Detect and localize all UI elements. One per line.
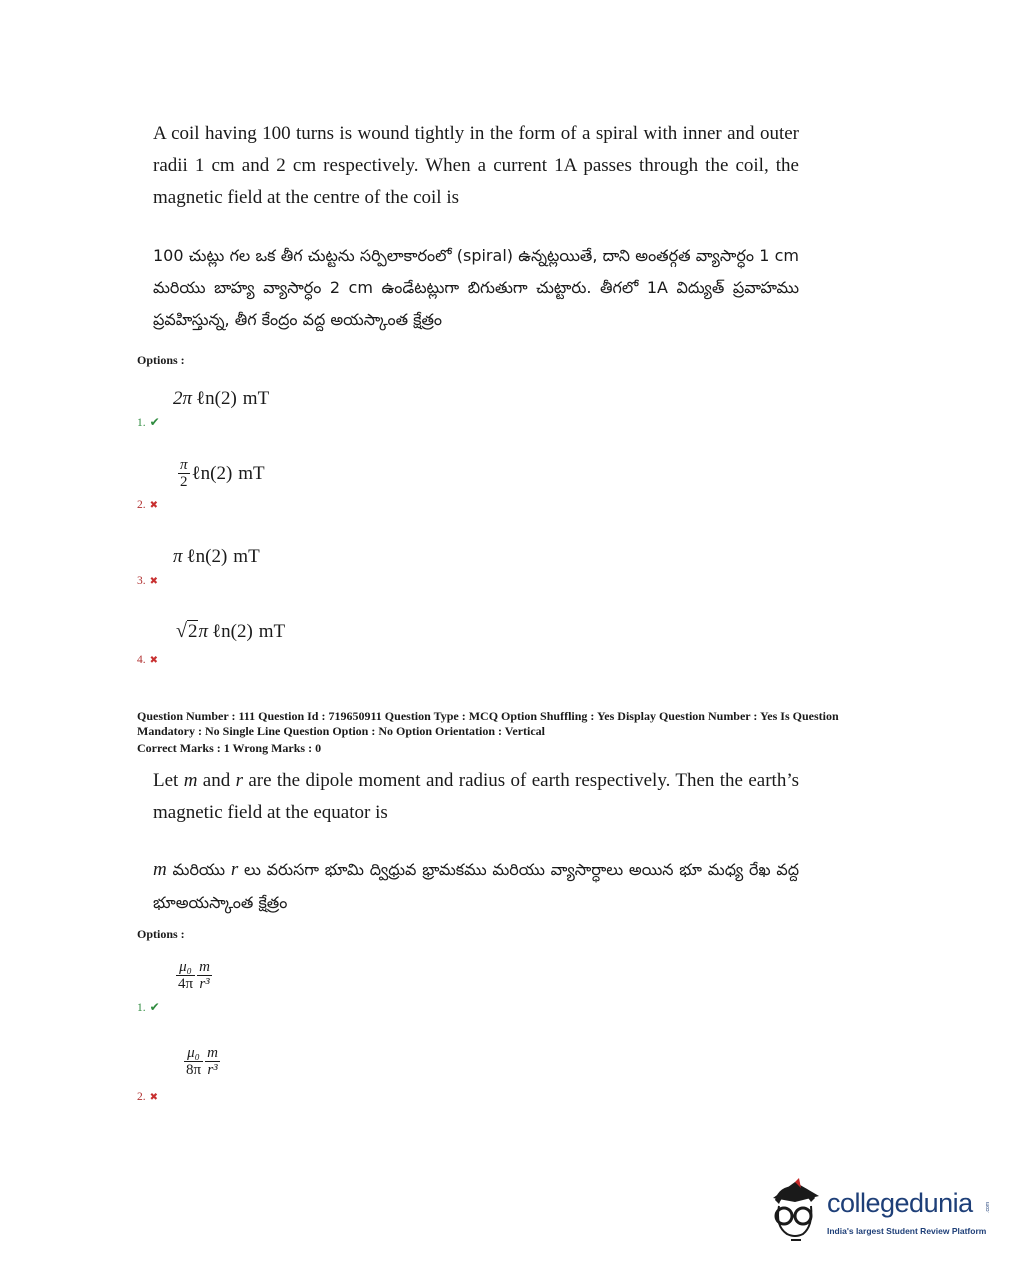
numerator: π [180,457,188,473]
coefficient: π [173,546,183,567]
radical-sign-icon: √ [176,620,187,642]
logo-tagline: India's largest Student Review Platform [827,1226,987,1236]
text: లు వరుసగా భూమి ద్విధ్రువ భ్రామకము మరియు వ్యాసార్ధాలు అయిన భూ మధ్య రేఖ వద్ద భూఅయస్కాంత క్షేత్రం [153,860,799,912]
q1-option-3-formula[interactable] [173,546,260,568]
square-root [176,620,198,643]
logo-domain: .com [985,1202,991,1213]
wrong-cross-icon: ✖ [149,654,159,666]
options-label: Options : [137,353,185,367]
variable-r: r [235,770,243,791]
variable-m: m [153,859,167,880]
coefficient: 2π [173,388,193,409]
fraction-m-r [197,960,212,992]
question-2-english [153,765,799,829]
fraction-m-r [205,1046,220,1078]
text: and [197,770,236,791]
collegedunia-logo [765,1178,995,1248]
text: మరియు [166,860,231,879]
log-term: ℓn(2) [191,463,233,484]
q1-option-1-number [137,415,160,430]
wrong-cross-icon: ✖ [149,575,159,587]
q1-option-4-formula[interactable] [176,620,285,643]
correct-check-icon: ✔ [149,1000,160,1014]
metadata-line-2: Mandatory : No Single Line Question Option : No Option Orientation : Vertical [137,724,546,738]
variable-r: r [230,859,239,880]
q1-option-4-number [137,654,158,666]
options-label-2: Options : [137,927,185,941]
logo-wordmark: collegedunia [827,1188,973,1218]
metadata-line-1: Question Number : 111 Question Id : 719650911 Question Type : MCQ Option Shuffling : Yes Display Question Number : Yes Is Question [137,709,839,723]
text: are the dipole moment and radius of earth respectively. Then the earth’s magnetic field at the equator is [153,770,799,823]
variable-m: m [183,770,198,791]
option-number: 4. [137,654,146,666]
q1-option-3-number [137,575,158,587]
option-number: 2. [137,499,146,511]
unit: mT [233,546,260,567]
text: Let [153,770,184,791]
denominator: r³ [207,1062,218,1078]
wrong-cross-icon: ✖ [149,499,159,511]
unit: mT [242,388,270,409]
q1-option-1-formula[interactable] [173,388,269,410]
option-number: 3. [137,575,146,587]
correct-check-icon: ✔ [149,415,160,429]
log-term: ℓn(2) [196,388,237,409]
fraction-mu [176,960,195,992]
q2-option-2-number [137,1091,158,1103]
denominator: 2 [180,474,188,490]
metadata-line-3: Correct Marks : 1 Wrong Marks : 0 [137,741,322,755]
coefficient: π [198,620,209,642]
question-1-english: A coil having 100 turns is wound tightly in the form of a spiral with inner and outer radii 1 cm and 2 cm respectively. When a current 1A passes through the coil, the magnetic field at the centre of the coil is [153,123,799,208]
question-2-telugu [153,854,799,920]
option-number: 2. [137,1091,146,1103]
q2-option-1-formula[interactable] [176,960,214,992]
option-number: 1. [137,1001,146,1014]
unit: mT [238,463,265,484]
denominator: 4π [178,976,194,992]
fraction [178,458,190,490]
numerator: m [199,959,210,975]
unit: mT [258,620,286,642]
numerator: μ₀ [179,959,192,975]
wrong-cross-icon: ✖ [149,1091,159,1103]
denominator: r³ [199,976,210,992]
denominator: 8π [186,1062,202,1078]
fraction-mu [184,1046,203,1078]
numerator: m [207,1045,218,1061]
log-term: ℓn(2) [186,546,228,567]
q2-option-2-formula[interactable] [184,1046,222,1078]
q2-option-1-number [137,1000,160,1015]
student-mascot-icon [765,1178,825,1248]
question-2-metadata [137,709,887,756]
question-1-telugu: 100 చుట్లు గల ఒక తీగ చుట్టను సర్పిలాకారంలో (spiral) ఉన్నట్లయితే, దాని అంతర్గత వ్యాసార్ధం 1 cm మరియు బాహ్య వ్యాసార్ధం 2 cm ఉండేటట్లుగా బిగుతుగా చుట్టారు. తీగలో 1A విద్యుత్ ప్రవాహము ప్రవహిస్తున్న, తీగ కేంద్రం వద్ద అయస్కాంత క్షేత్రం [153,246,799,329]
q1-option-2-formula[interactable] [178,458,265,490]
numerator: μ₀ [187,1045,200,1061]
option-number: 1. [137,416,146,429]
log-term: ℓn(2) [212,620,253,642]
radicand: 2 [187,621,198,642]
q1-option-2-number [137,499,158,511]
